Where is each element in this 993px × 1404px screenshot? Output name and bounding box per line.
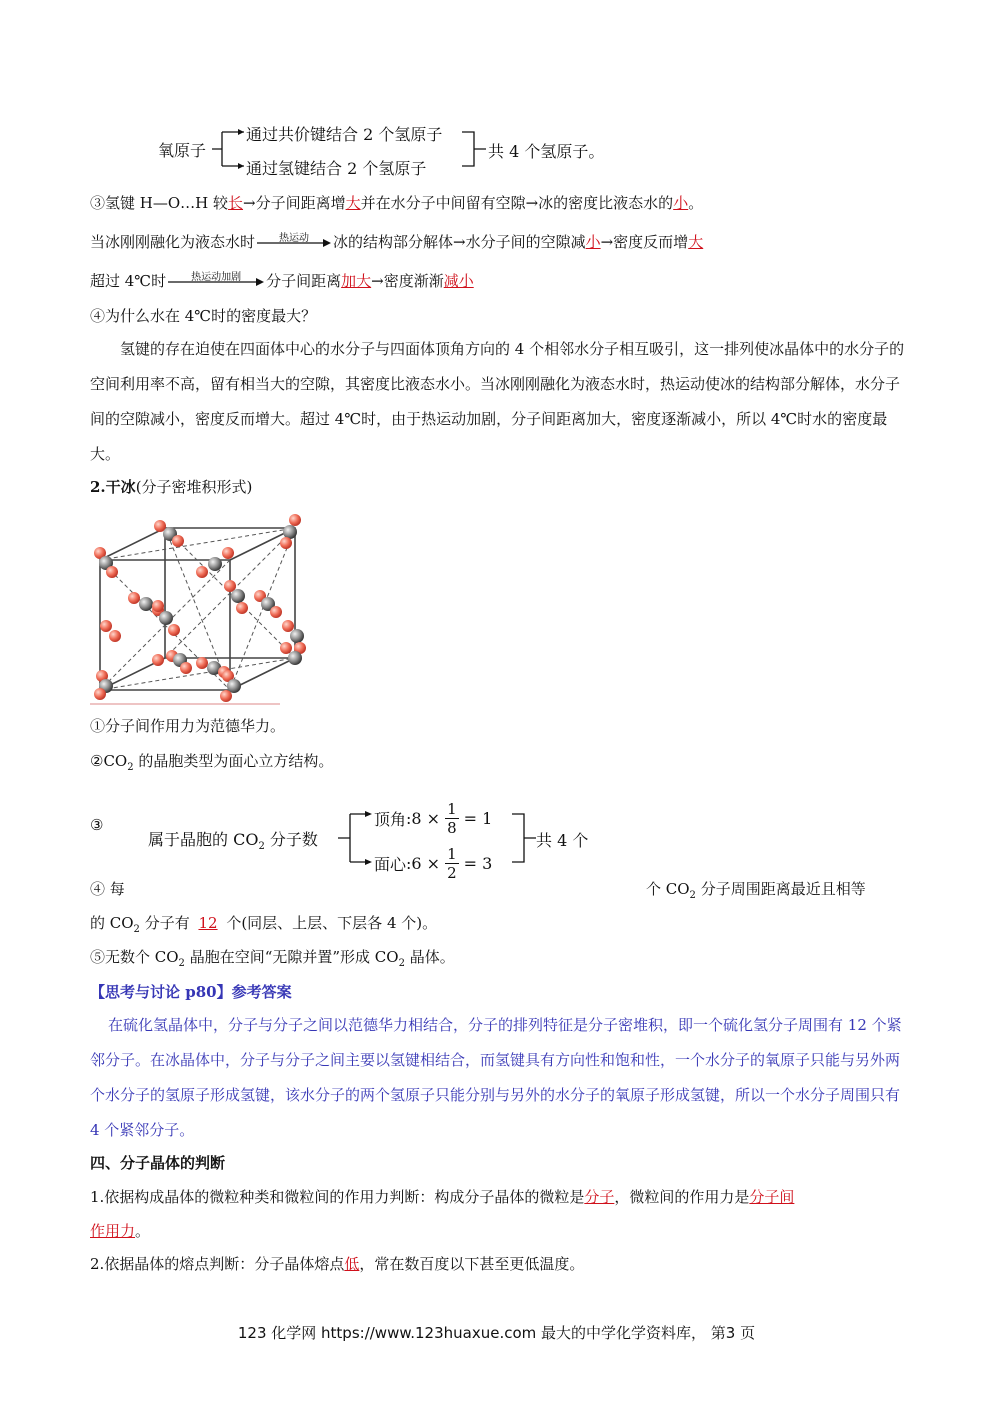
molecule-count-diagram — [148, 790, 608, 880]
count-bracket — [336, 790, 376, 880]
dry-ice-point-4-end: 个 $CO_2$ 分子周围距离最近且相等 — [646, 880, 866, 901]
section-4-item-2: 2.依据晶体的熔点判断：分子晶体熔点低，常在数百度以下甚至更低温度。 — [90, 1255, 585, 1273]
dry-ice-point-4-start: ④ 每 — [90, 880, 125, 898]
dry-ice-point-4-line2: 的 $CO_2$ 分子有 12 个(同层、上层、下层各 4 个)。 — [90, 914, 438, 935]
oxygen-label: 氧原子 — [158, 141, 207, 160]
page-footer: 123 化学网 https://www.123huaxue.com 最大的中学化学资料库， 第3 页 — [237, 1324, 756, 1342]
discussion-paragraph: 在硫化氢晶体中，分子与分子之间以范德华力相结合，分子的排列特征是分子密堆积，即一个硫化氢分子周围有 12 个紧邻分子。在冰晶体中，分子与分子之间主要以氢键相结合，而氢键具有方向性和饱和性，一个水分子的氧原子只能与另外两个水分子的氢原子形成氢键，该水分子的两个氢原子只能分别与另外的水分子的氧原子形成氢键，所以一个水分子周围只有 4 个紧邻分子。 — [90, 1016, 902, 1139]
above-4c-line: 超过 4℃时 热运动加剧 分子间距离加大→密度渐渐减小 — [90, 270, 474, 293]
dry-ice-point-3-num: ③ — [90, 816, 104, 834]
total-count: 共 4 个 — [536, 831, 589, 850]
dry-ice-heading: 2.干冰(分子密堆积形式) — [90, 478, 253, 496]
branch-hydrogen-bond: 通过氢键结合 2 个氢原子 — [246, 159, 427, 178]
hydrogen-bond-line: ③氢键 H—O…H 较长→分子间距离增大并在水分子中间留有空隙→冰的密度比液态水的小。 — [90, 194, 704, 212]
dry-ice-unit-cell-figure — [90, 508, 312, 708]
question-4: ④为什么水在 4℃时的密度最大？ — [90, 307, 317, 325]
bracket-lines — [210, 118, 250, 184]
oxygen-bracket-diagram — [150, 118, 670, 184]
oxygen-result: 共 4 个氢原子。 — [488, 142, 605, 161]
reaction-arrow: 热运动加剧 — [166, 271, 266, 293]
section-4-item-1: 1.依据构成晶体的微粒种类和微粒间的作用力判断：构成分子晶体的微粒是分子，微粒间的作用力是分子间 作用力。 — [90, 1188, 795, 1240]
dry-ice-point-1: ①分子间作用力为范德华力。 — [90, 717, 286, 735]
reaction-arrow: 热运动 — [255, 232, 333, 254]
face-row: 面心 :6 × $\frac{1}{2}$ = 3 — [374, 845, 493, 882]
answer-4-paragraph: 氢键的存在迫使在四面体中心的水分子与四面体顶角方向的 4 个相邻水分子相互吸引，这一排列使冰晶体中的水分子的空间利用率不高，留有相当大的空隙，其密度比液态水小。当冰刚刚融化为液态水时，热运动使冰的结构部分解体，水分子间的空隙减小，密度反而增大。超过 4℃时，由于热运动加剧，分子间距离加大，密度逐渐减小，所以 4℃时水的密度最大。 — [90, 340, 905, 463]
discussion-heading: 【思考与讨论 p80】参考答案 — [90, 983, 292, 1001]
melt-line: 当冰刚刚融化为液态水时 热运动 冰的结构部分解体→水分子间的空隙减小→密度反而增大 — [90, 231, 703, 254]
dry-ice-point-5: ⑤无数个 $CO_2$ 晶胞在空间“无隙并置”形成 $CO_2$ 晶体。 — [90, 948, 455, 969]
branch-covalent: 通过共价键结合 2 个氢原子 — [246, 125, 443, 144]
dry-ice-point-2: $②CO_2$ 的晶胞类型为面心立方结构。 — [90, 752, 334, 773]
vertex-row: 顶角 :8 × $\frac{1}{8}$ = 1 — [374, 800, 493, 837]
cell-label: 属于晶胞的 $CO_2$ 分子数 — [148, 830, 318, 853]
section-4-heading: 四、分子晶体的判断 — [90, 1154, 226, 1172]
right-bracket — [460, 118, 490, 184]
